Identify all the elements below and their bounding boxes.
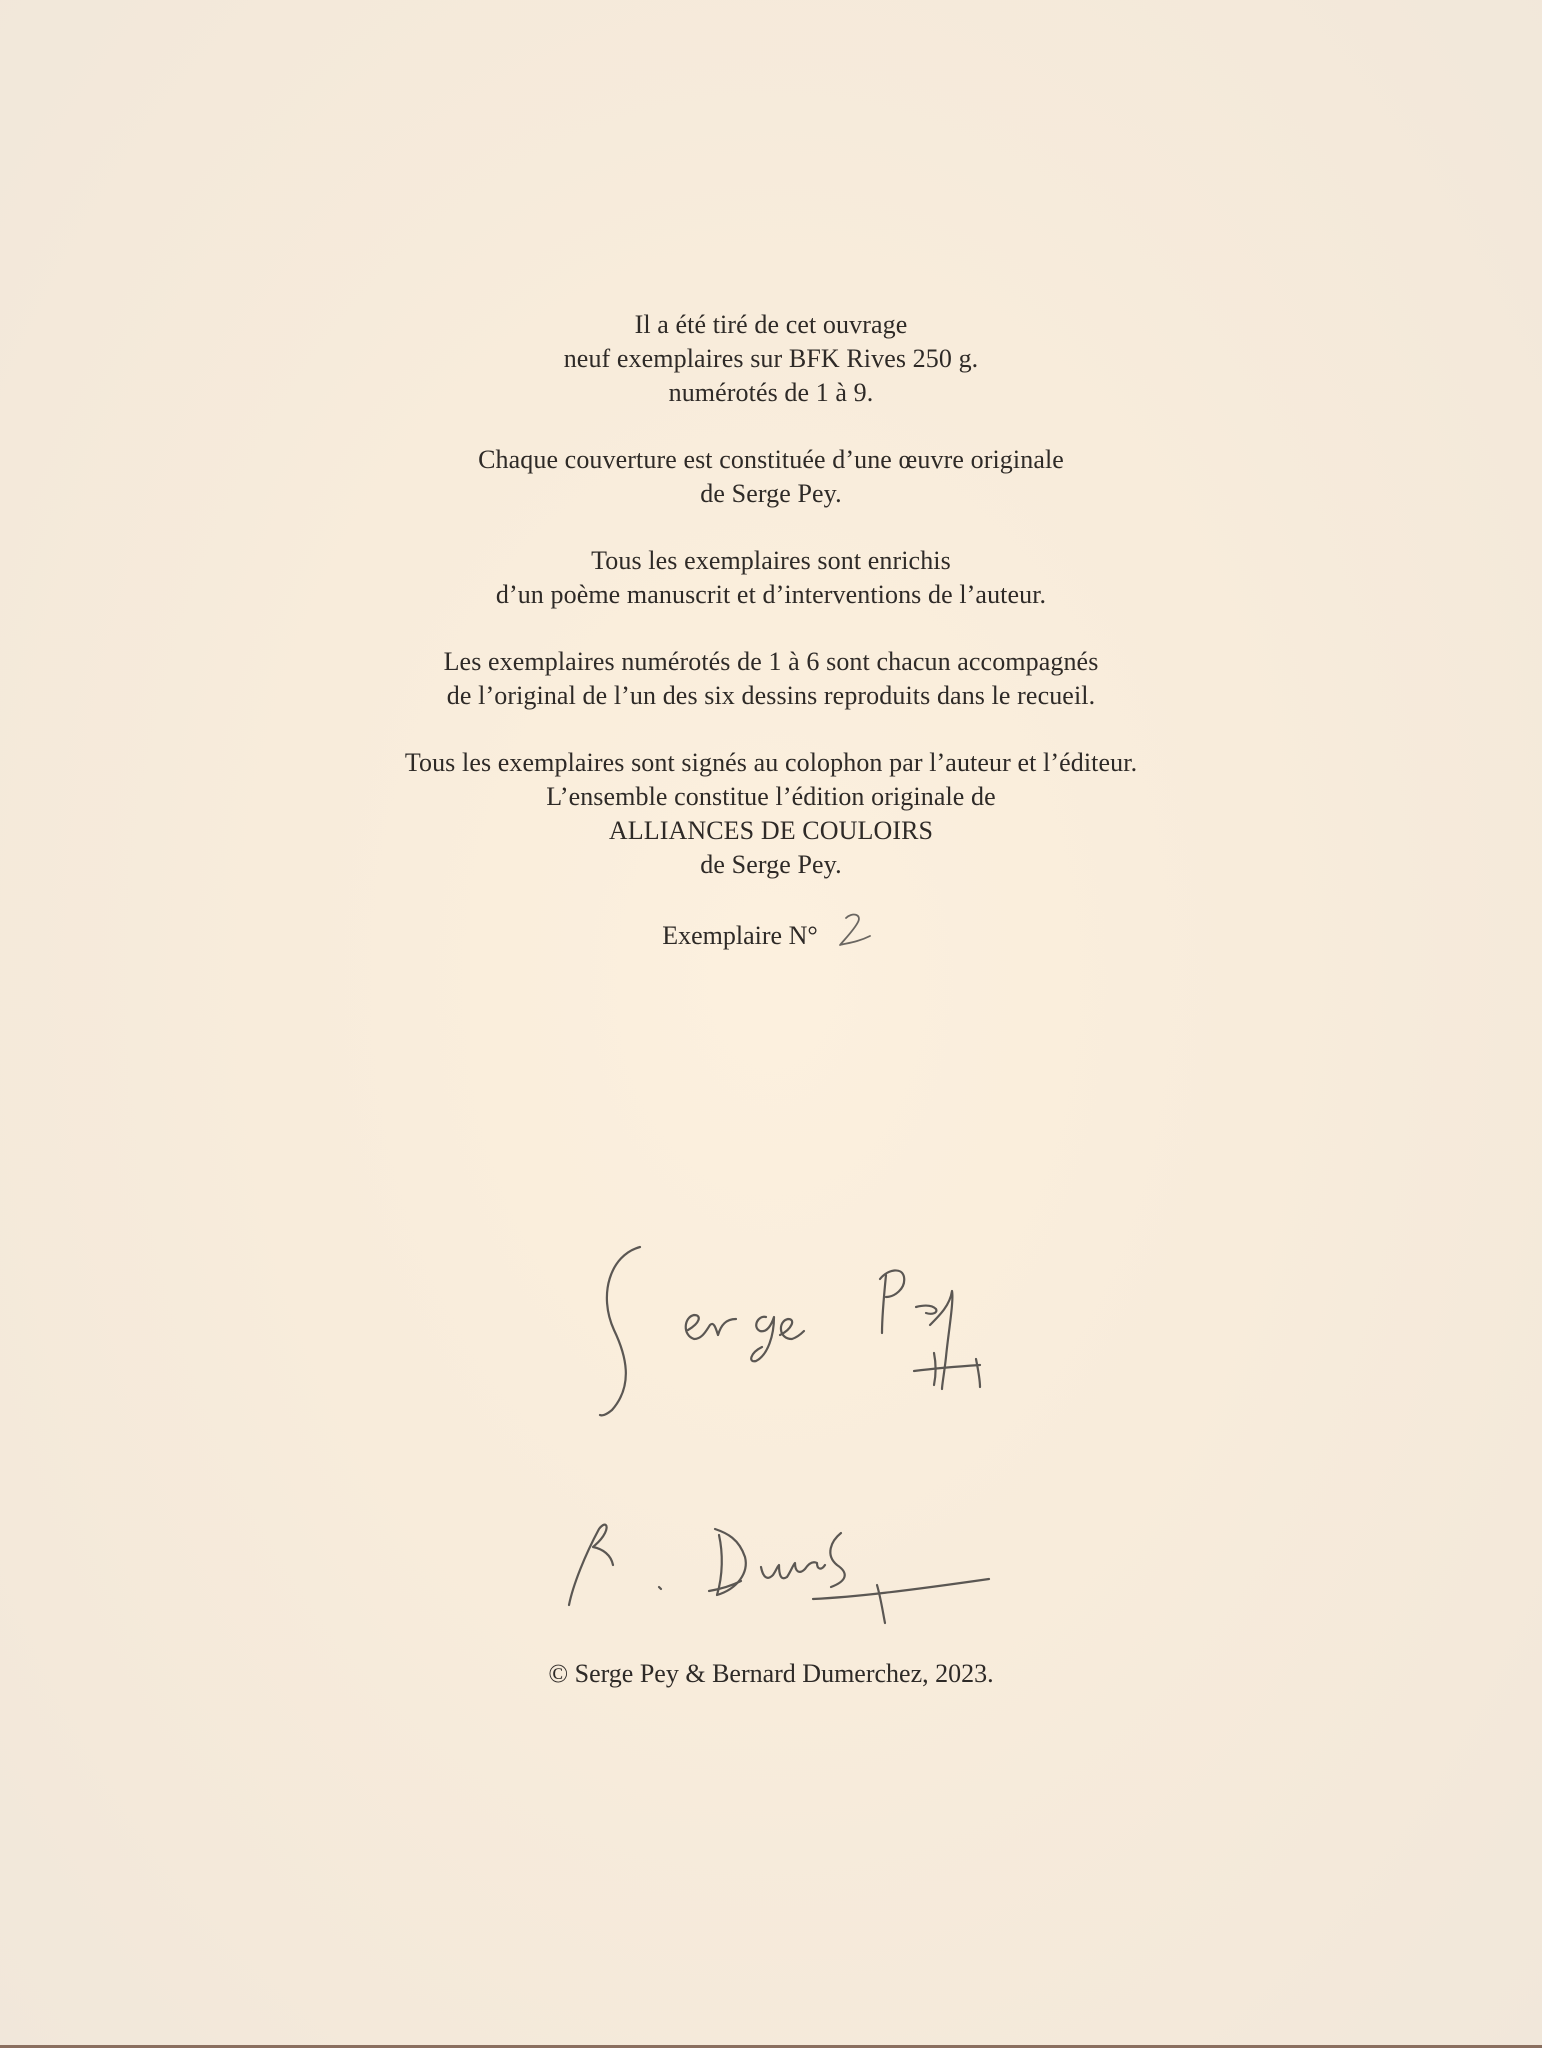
colophon-paragraph-2 [0,443,1542,511]
colophon-line: neuf exemplaires sur BFK Rives 250 g. [563,344,979,373]
copyright-notice: © Serge Pey & Bernard Dumerchez, 2023. [548,1659,994,1688]
colophon-line: Tous les exemplaires sont signés au colophon par l’auteur et l’éditeur. [404,748,1138,777]
colophon-line: numérotés de 1 à 9. [668,378,874,407]
copy-number-line [0,912,1542,953]
colophon-text [0,308,1542,915]
colophon-line: de l’original de l’un des six dessins reproduits dans le recueil. [446,681,1096,710]
author-signature [590,1235,1030,1425]
colophon-paragraph-1 [0,308,1542,410]
colophon-line: d’un poème manuscrit et d’interventions de l’auteur. [495,580,1047,609]
colophon-line: Chaque couverture est constituée d’une œuvre originale [478,445,1064,474]
colophon-paragraph-4 [0,645,1542,713]
colophon-line: de Serge Pey. [700,479,842,508]
copy-number-label: Exemplaire N° [662,921,818,950]
colophon-line: Les exemplaires numérotés de 1 à 6 sont chacun accompagnés [443,647,1099,676]
colophon-paragraph-3 [0,544,1542,612]
handwritten-copy-number [832,912,880,952]
book-title: ALLIANCES DE COULOIRS [608,816,934,845]
colophon-line: Il a été tiré de cet ouvrage [634,310,908,339]
colophon-line: Tous les exemplaires sont enrichis [591,546,951,575]
publisher-signature [555,1505,1015,1635]
colophon-paragraph-5 [0,746,1542,882]
colophon-line: de Serge Pey. [700,850,842,879]
colophon-line: L’ensemble constitue l’édition originale de [546,782,996,811]
